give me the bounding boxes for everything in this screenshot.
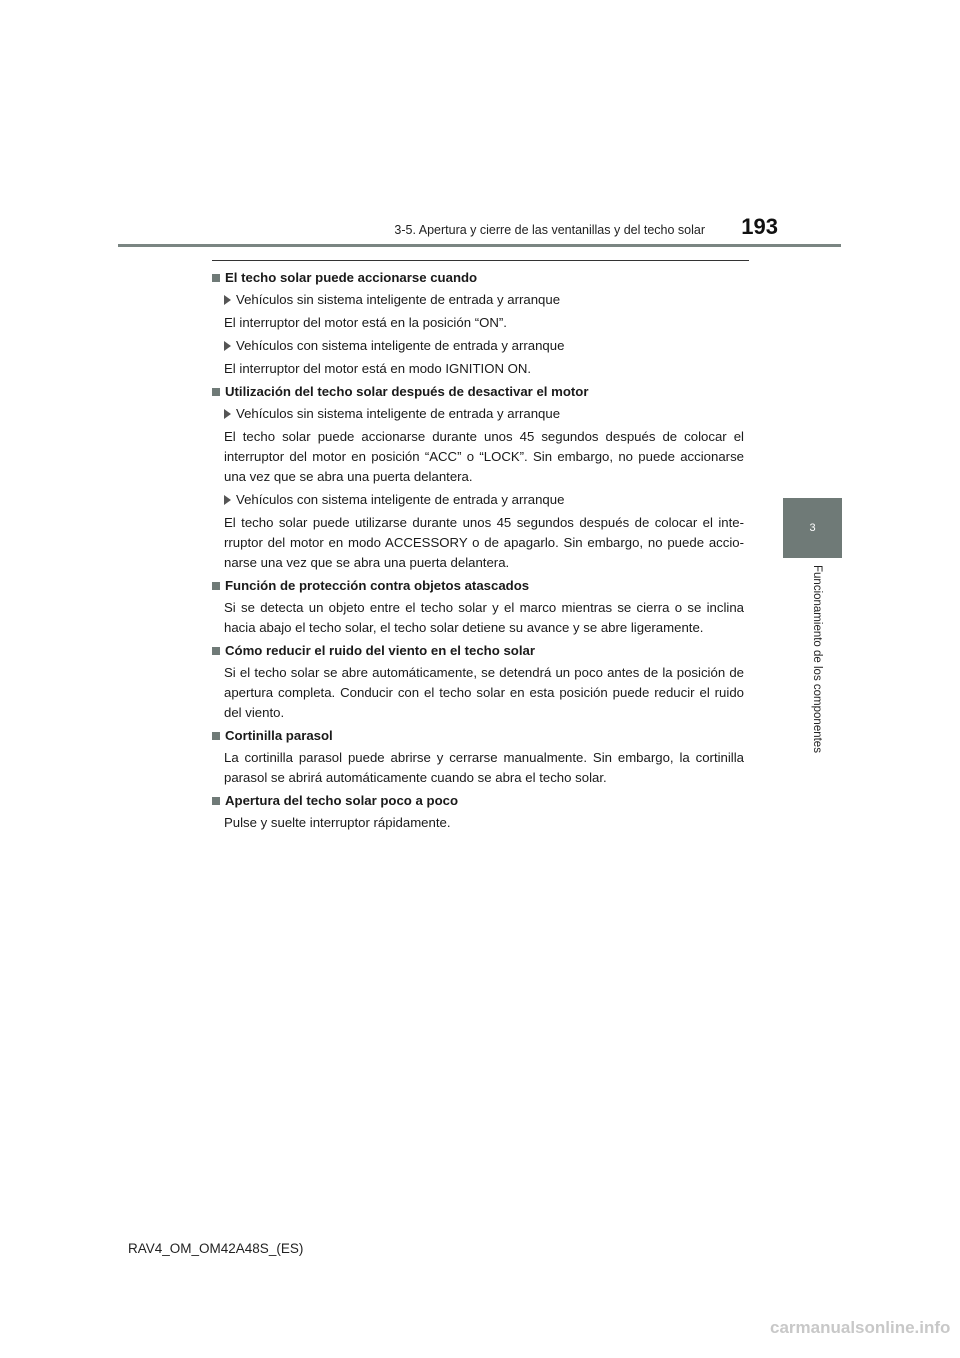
section-block [212, 382, 744, 573]
document-code: RAV4_OM_OM42A48S_(ES) [128, 1241, 304, 1256]
paragraph: Si el techo solar se abre automáticamente, se detendrá un poco antes de la posición de apertura completa. Conducir con el techo solar en esta posición puede reducir el ruido del viento. [224, 665, 744, 720]
paragraph: El techo solar puede accionarse durante unos 45 segundos después de colocar el interruptor del motor en posición “ACC” o “LOCK”. Sin embargo, no puede accionarse una vez que se abra una puerta delantera. [224, 429, 744, 484]
chapter-label: Funcionamiento de los componentes [811, 565, 823, 753]
section-title: 3-5. Apertura y cierre de las ventanillas y del techo solar [394, 223, 705, 237]
sub-condition [224, 290, 744, 310]
square-bullet-icon [212, 647, 220, 655]
square-bullet-icon [212, 388, 220, 396]
section-block [212, 268, 744, 379]
chapter-tab [783, 498, 842, 558]
section-heading [212, 641, 744, 661]
paragraph: Pulse y suelte interruptor rápidamente. [224, 815, 451, 830]
paragraph: El interruptor del motor está en modo IGNITION ON. [224, 361, 532, 376]
section-block [212, 791, 744, 833]
square-bullet-icon [212, 797, 220, 805]
section-heading [212, 382, 744, 402]
heading-text: Cortinilla parasol [225, 728, 333, 743]
heading-text: Función de protección contra objetos atascados [225, 578, 530, 593]
square-bullet-icon [212, 582, 220, 590]
section-block [212, 641, 744, 723]
heading-text: Apertura del techo solar poco a poco [225, 793, 459, 808]
chapter-number: 3 [809, 522, 816, 534]
paragraph: La cortinilla parasol puede abrirse y cerrarse manualmente. Sin embargo, la cortinilla parasol se abrirá automáticamente cuando se abra el techo solar. [224, 750, 744, 785]
heading-text: Cómo reducir el ruido del viento en el techo solar [225, 643, 535, 658]
sub-condition-text: Vehículos sin sistema inteligente de entrada y arranque [236, 406, 561, 421]
sub-condition [224, 404, 744, 424]
section-heading [212, 576, 744, 596]
page-number: 193 [741, 214, 778, 239]
paragraph: Si se detecta un objeto entre el techo solar y el marco mientras se cierra o se inclina hacia abajo el techo solar, el techo solar detiene su avance y se abre ligeramente. [224, 600, 744, 635]
section-block [212, 576, 744, 638]
heading-text: Utilización del techo solar después de desactivar el motor [225, 384, 589, 399]
paragraph: El interruptor del motor está en la posición “ON”. [224, 315, 507, 330]
section-heading [212, 726, 744, 746]
header-rule [118, 244, 841, 247]
content-rule [212, 260, 749, 261]
section-heading [212, 268, 744, 288]
heading-text: El techo solar puede accionarse cuando [225, 270, 478, 285]
sub-condition-text: Vehículos con sistema inteligente de entrada y arranque [236, 492, 565, 507]
sub-condition-text: Vehículos sin sistema inteligente de entrada y arranque [236, 292, 561, 307]
triangle-bullet-icon [224, 495, 231, 505]
content [212, 268, 744, 836]
sub-condition [224, 490, 744, 510]
paragraph: El techo solar puede utilizarse durante unos 45 segundos después de colocar el inte-rruptor del motor en modo ACCESSORY o de apagarlo. Sin embargo, no puede accio-narse una vez que se abra una puerta delantera. [224, 515, 744, 570]
triangle-bullet-icon [224, 409, 231, 419]
square-bullet-icon [212, 274, 220, 282]
triangle-bullet-icon [224, 341, 231, 351]
section-block [212, 726, 744, 788]
watermark: carmanualsonline.info [770, 1318, 951, 1337]
square-bullet-icon [212, 732, 220, 740]
sub-condition-text: Vehículos con sistema inteligente de entrada y arranque [236, 338, 565, 353]
section-heading [212, 791, 744, 811]
triangle-bullet-icon [224, 295, 231, 305]
sub-condition [224, 336, 744, 356]
